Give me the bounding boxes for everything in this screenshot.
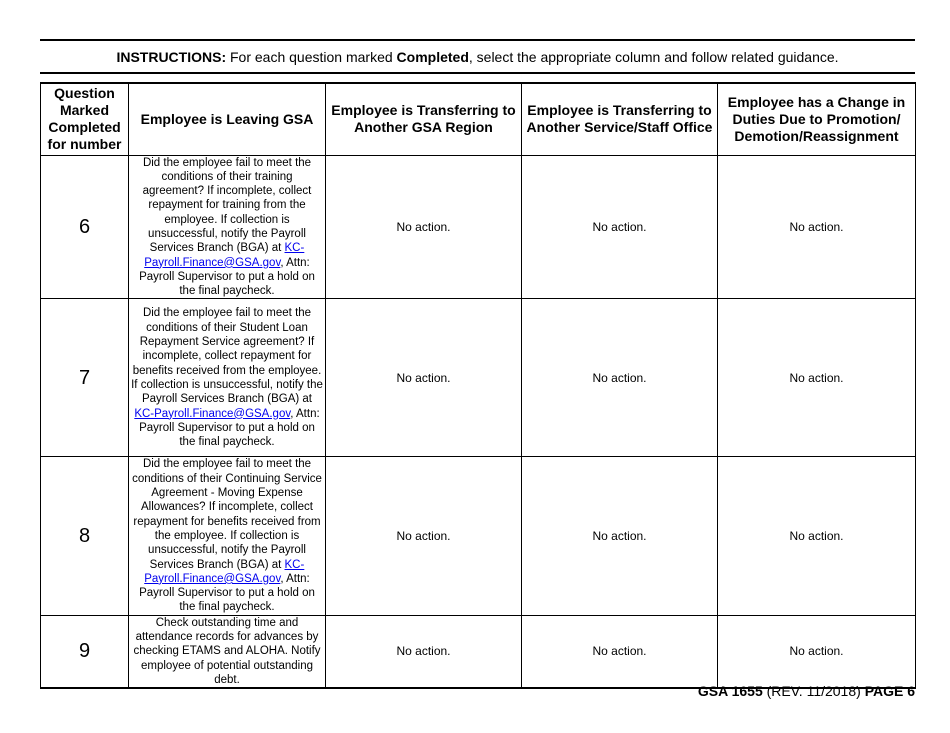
- header-row: [41, 83, 916, 155]
- page-footer: [698, 683, 915, 699]
- instructions-bar: [40, 39, 915, 74]
- guidance-table: [40, 82, 916, 689]
- revision-date: (REV. 11/2018): [762, 683, 865, 699]
- instructions-text-2: , select the appropriate column and follow related guidance.: [468, 48, 839, 65]
- instructions-text-1: For each question marked: [226, 48, 397, 65]
- header-office: Employee is Transferring to Another Service/Staff Office: [522, 83, 718, 155]
- change-action: No action.: [718, 457, 916, 615]
- header-leaving: Employee is Leaving GSA: [129, 83, 326, 155]
- office-action: No action.: [522, 155, 718, 299]
- form-number: GSA 1655: [697, 683, 763, 699]
- region-action: No action.: [326, 457, 522, 615]
- leaving-guidance: Check outstanding time and attendance records for advances by checking ETAMS and ALOHA. Notify employee of potential outstanding debt.: [129, 615, 326, 688]
- table-row: [41, 615, 916, 688]
- table-row: [41, 299, 916, 457]
- payroll-email-link[interactable]: KC-Payroll.Finance@GSA.gov: [144, 558, 305, 585]
- question-number: 8: [41, 457, 129, 615]
- region-action: No action.: [326, 299, 522, 457]
- leaving-guidance: Did the employee fail to meet the conditions of their training agreement? If incomplete, collect repayment for training from the employee. If collection is unsuccessful, notify the Payroll Services Branch (BGA) at KC-Payroll.Finance@GSA.gov, Attn: Payroll Supervisor to put a hold on the final paycheck.: [129, 155, 326, 299]
- table-row: [41, 457, 916, 615]
- office-action: No action.: [522, 457, 718, 615]
- leaving-guidance: Did the employee fail to meet the conditions of their Continuing Service Agreement - Moving Expense Allowances? If incomplete, collect repayment for benefits received from the employee. If collection is unsuccessful, notify the Payroll Services Branch (BGA) at KC-Payroll.Finance@GSA.gov, Attn: Payroll Supervisor to put a hold on the final paycheck.: [129, 457, 326, 615]
- region-action: No action.: [326, 155, 522, 299]
- office-action: No action.: [522, 299, 718, 457]
- office-action: No action.: [522, 615, 718, 688]
- page-number: PAGE 6: [864, 683, 915, 699]
- instructions-bold-word: Completed: [396, 48, 469, 65]
- header-question: Question Marked Completed for number: [41, 83, 129, 155]
- leaving-guidance: Did the employee fail to meet the conditions of their Student Loan Repayment Service agreement? If incomplete, collect repayment for benefits received from the employee. If collection is unsuccessful, notify the Payroll Services Branch (BGA) at KC-Payroll.Finance@GSA.gov, Attn: Payroll Supervisor to put a hold on the final paycheck.: [129, 299, 326, 457]
- region-action: No action.: [326, 615, 522, 688]
- change-action: No action.: [718, 299, 916, 457]
- change-action: No action.: [718, 155, 916, 299]
- table-row: [41, 155, 916, 299]
- change-action: No action.: [718, 615, 916, 688]
- instructions-label: INSTRUCTIONS:: [116, 48, 227, 65]
- question-number: 9: [41, 615, 129, 688]
- payroll-email-link[interactable]: KC-Payroll.Finance@GSA.gov: [134, 407, 291, 420]
- question-number: 6: [41, 155, 129, 299]
- header-region: Employee is Transferring to Another GSA Region: [326, 83, 522, 155]
- header-change: Employee has a Change in Duties Due to Promotion/ Demotion/Reassignment: [718, 83, 916, 155]
- payroll-email-link[interactable]: KC-Payroll.Finance@GSA.gov: [144, 242, 305, 269]
- question-number: 7: [41, 299, 129, 457]
